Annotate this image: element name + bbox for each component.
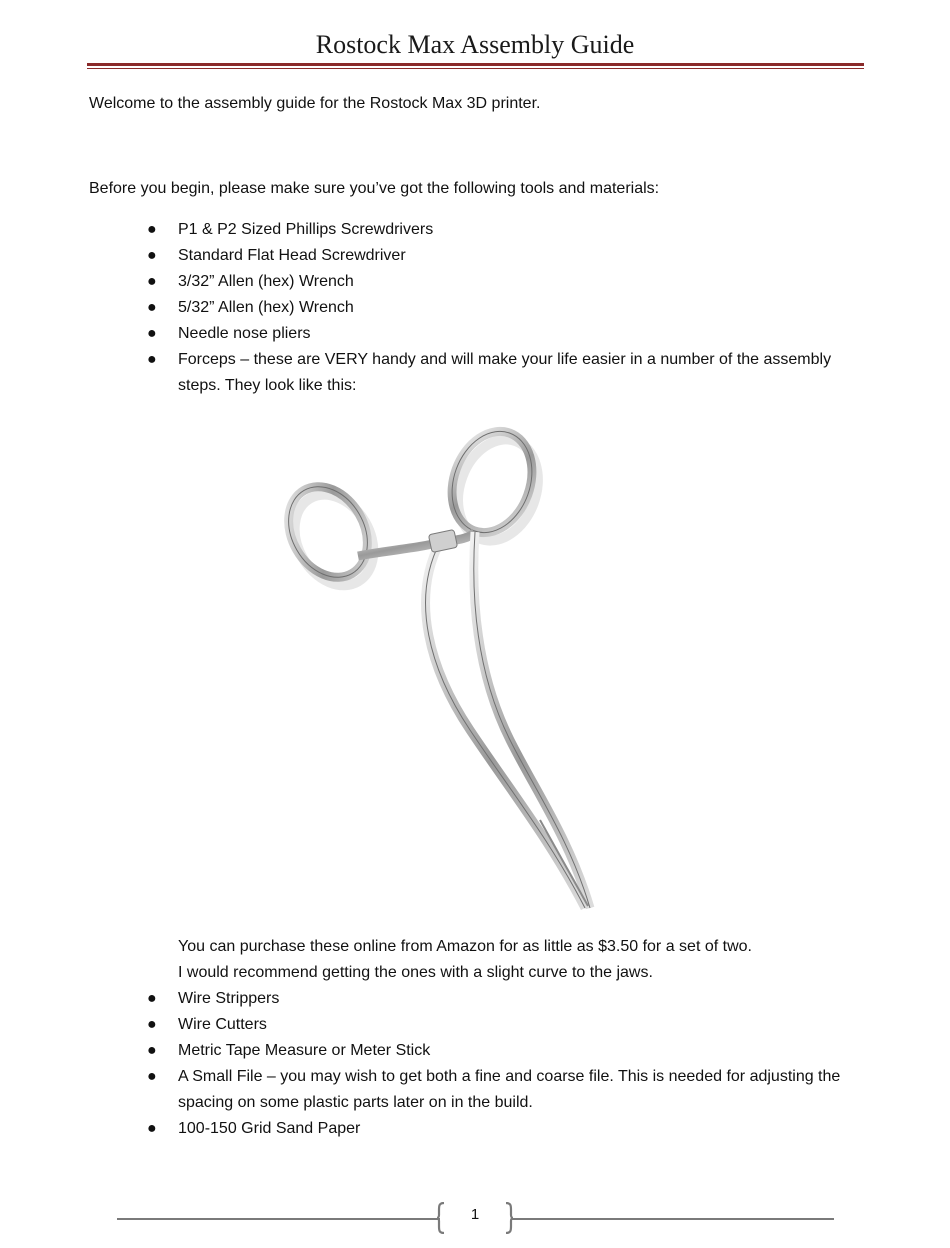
left-brace-icon: [436, 1202, 446, 1234]
bullet-icon: ●: [147, 1042, 157, 1059]
bullet-icon: ●: [147, 247, 157, 264]
list-item: ● 5/32” Allen (hex) Wrench: [178, 295, 858, 321]
list-item: ● Forceps – these are VERY handy and will make your life easier in a number of the assembly steps. They look like this:: [178, 347, 858, 399]
bullet-icon: ●: [147, 221, 157, 238]
page-number: 1: [470, 1206, 480, 1223]
header-rule-thin: [87, 68, 864, 69]
forceps-illustration: [270, 420, 630, 920]
list-item: ● P1 & P2 Sized Phillips Screwdrivers: [178, 217, 858, 243]
list-item: ● Metric Tape Measure or Meter Stick: [178, 1038, 858, 1064]
footer-line-right: [512, 1218, 834, 1220]
bullet-icon: ●: [147, 1068, 157, 1085]
header-rule-thick: [87, 63, 864, 66]
intro-paragraph: Welcome to the assembly guide for the Rostock Max 3D printer.: [89, 95, 541, 112]
bullet-icon: ●: [147, 325, 157, 342]
bullet-icon: ●: [147, 299, 157, 316]
list-item: ● Wire Cutters: [178, 1012, 858, 1038]
list-item: ● Needle nose pliers: [178, 321, 858, 347]
list-item: ● Wire Strippers: [178, 986, 858, 1012]
tools-list-b: [147, 986, 858, 1142]
footer-line-left: [117, 1218, 440, 1220]
bullet-icon: ●: [147, 273, 157, 290]
bullet-icon: ●: [147, 1120, 157, 1137]
list-item: ● 100-150 Grid Sand Paper: [178, 1116, 858, 1142]
right-brace-icon: [504, 1202, 514, 1234]
bullet-icon: ●: [147, 990, 157, 1007]
list-item: ● Standard Flat Head Screwdriver: [178, 243, 858, 269]
before-paragraph: Before you begin, please make sure you’ve got the following tools and materials:: [89, 180, 660, 197]
page-title: Rostock Max Assembly Guide: [315, 30, 635, 59]
forceps-note-line-2: I would recommend getting the ones with a slight curve to the jaws.: [178, 964, 653, 981]
list-item: ● 3/32” Allen (hex) Wrench: [178, 269, 858, 295]
bullet-icon: ●: [147, 351, 157, 368]
forceps-note-line-1: You can purchase these online from Amazon for as little as $3.50 for a set of two.: [178, 938, 752, 955]
tools-list-a: [147, 217, 858, 399]
list-item: ● A Small File – you may wish to get both a fine and coarse file. This is needed for adjusting the spacing on some plastic parts later on in the build.: [178, 1064, 858, 1116]
bullet-icon: ●: [147, 1016, 157, 1033]
